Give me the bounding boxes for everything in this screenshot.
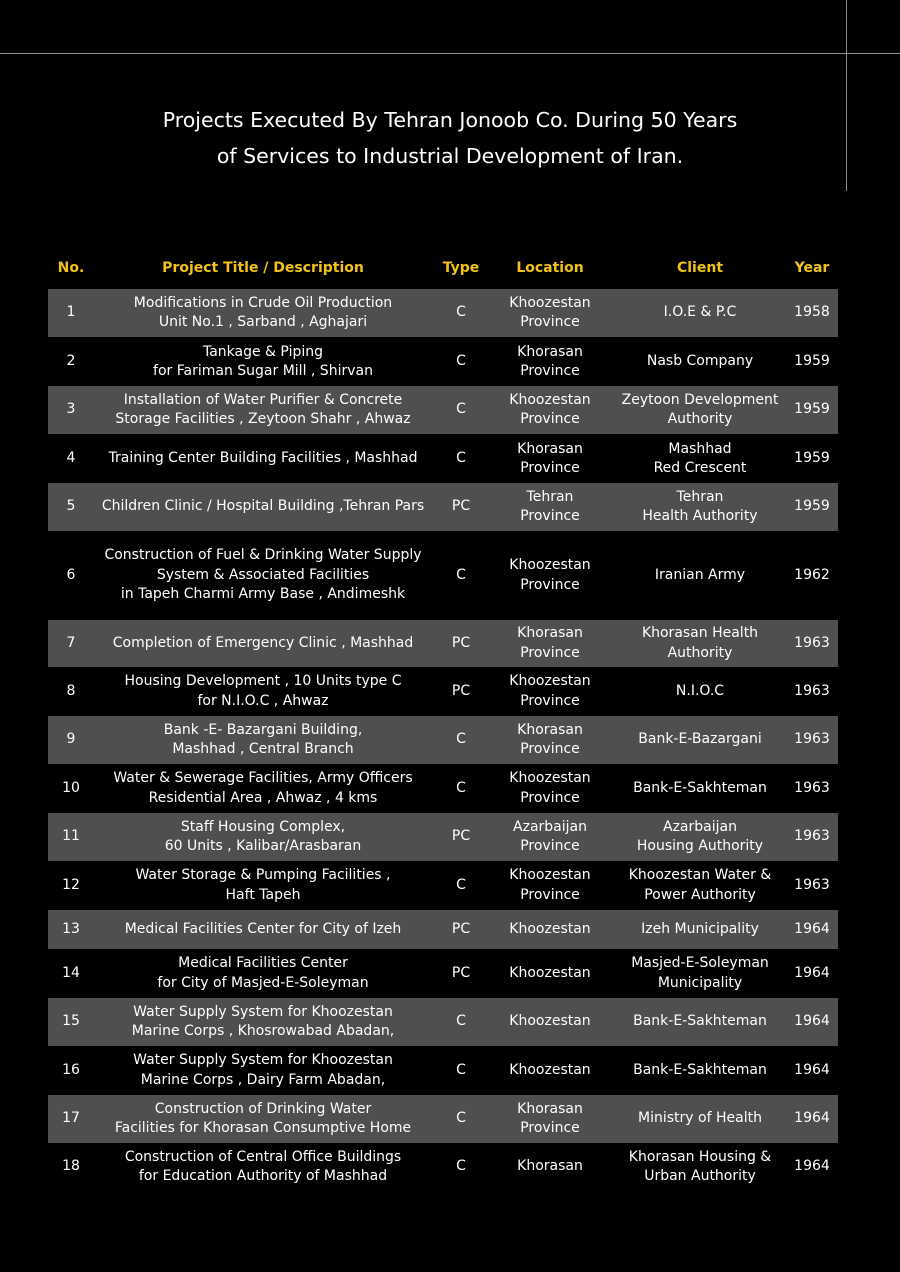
project-year: 1964 xyxy=(794,1110,830,1127)
header-year: Year xyxy=(794,260,830,276)
project-client: Masjed-E-Soleyman Municipality xyxy=(631,955,769,991)
project-title: Water Supply System for Khoozestan Marine Corps , Khosrowabad Abadan, xyxy=(131,1003,395,1039)
project-year: 1963 xyxy=(794,682,830,699)
row-number: 18 xyxy=(62,1158,80,1175)
project-location: Khoozestan Province xyxy=(509,673,591,709)
project-year: 1964 xyxy=(794,1158,830,1175)
header-no: No. xyxy=(57,260,85,276)
row-number: 14 xyxy=(62,964,80,981)
project-location: Khoozestan Province xyxy=(509,557,591,593)
table-row xyxy=(48,386,838,434)
project-client: Tehran Health Authority xyxy=(642,488,758,524)
table-header xyxy=(48,252,838,284)
project-type: PC xyxy=(451,828,471,845)
project-client: N.I.O.C xyxy=(675,682,725,699)
project-year: 1963 xyxy=(794,828,830,845)
table-row xyxy=(48,998,838,1046)
page-title-line-2: of Services to Industrial Development of Iran. xyxy=(216,144,684,168)
project-year: 1962 xyxy=(794,566,830,583)
page-title-line-1: Projects Executed By Tehran Jonoob Co. During 50 Years xyxy=(162,108,738,132)
project-year: 1964 xyxy=(794,964,830,981)
row-number: 11 xyxy=(62,828,80,845)
header-client: Client xyxy=(676,260,724,276)
project-client: Khorasan Housing & Urban Authority xyxy=(628,1148,772,1184)
project-client: Khoozestan Water & Power Authority xyxy=(628,867,772,903)
table-row xyxy=(48,289,838,337)
table-row xyxy=(48,483,838,531)
project-client: Ministry of Health xyxy=(638,1110,762,1127)
project-location: Khoozestan xyxy=(509,920,591,937)
table-row xyxy=(48,1143,838,1191)
project-year: 1963 xyxy=(794,876,830,893)
project-title: Completion of Emergency Clinic , Mashhad xyxy=(112,634,414,651)
project-location: Khorasan xyxy=(517,1158,583,1175)
project-type: C xyxy=(456,779,466,796)
project-year: 1963 xyxy=(794,634,830,651)
project-location: Khorasan Province xyxy=(517,721,583,757)
project-year: 1964 xyxy=(794,1061,830,1078)
table-row xyxy=(48,668,838,715)
project-location: Khorasan Province xyxy=(517,343,583,379)
project-year: 1958 xyxy=(794,304,830,321)
project-type: C xyxy=(456,1061,466,1078)
project-year: 1959 xyxy=(794,353,830,370)
project-type: C xyxy=(456,566,466,583)
project-title: Housing Development , 10 Units type C for N.I.O.C , Ahwaz xyxy=(124,673,402,709)
project-client: Bank-E-Sakhteman xyxy=(633,1013,767,1030)
project-title: Construction of Fuel & Drinking Water Supply System & Associated Facilities in Tapeh Charmi Army Base , Andimeshk xyxy=(104,547,422,603)
project-type: C xyxy=(456,401,466,418)
crop-mark-horizontal xyxy=(0,53,900,54)
header-type: Type xyxy=(442,260,480,276)
table-row xyxy=(48,532,838,619)
row-number: 13 xyxy=(62,920,80,937)
row-number: 16 xyxy=(62,1061,80,1078)
table-row xyxy=(48,813,838,861)
project-location: Khorasan Province xyxy=(517,625,583,661)
project-title: Construction of Drinking Water Facilities for Khorasan Consumptive Home xyxy=(114,1100,412,1136)
project-location: Khorasan Province xyxy=(517,1100,583,1136)
project-type: PC xyxy=(451,682,471,699)
table-row xyxy=(48,620,838,667)
project-client: Iranian Army xyxy=(654,566,746,583)
project-location: Khoozestan xyxy=(509,1061,591,1078)
project-type: C xyxy=(456,876,466,893)
project-type: C xyxy=(456,1158,466,1175)
project-type: C xyxy=(456,450,466,467)
project-type: C xyxy=(456,304,466,321)
project-type: C xyxy=(456,1013,466,1030)
table-row xyxy=(48,1047,838,1094)
project-type: PC xyxy=(451,920,471,937)
row-number: 4 xyxy=(66,450,76,467)
project-title: Medical Facilities Center for City of Izeh xyxy=(124,920,402,937)
project-client: Bank-E-Sakhteman xyxy=(633,1061,767,1078)
project-location: Khoozestan Province xyxy=(509,867,591,903)
table-row xyxy=(48,1095,838,1143)
project-title: Water Supply System for Khoozestan Marine Corps , Dairy Farm Abadan, xyxy=(133,1052,393,1088)
project-client: Mashhad Red Crescent xyxy=(653,440,747,476)
project-title: Bank -E- Bazargani Building, Mashhad , Central Branch xyxy=(163,721,363,757)
project-client: Izeh Municipality xyxy=(641,920,759,937)
project-year: 1963 xyxy=(794,779,830,796)
row-number: 6 xyxy=(66,566,76,583)
row-number: 2 xyxy=(66,353,76,370)
project-client: Nasb Company xyxy=(646,353,754,370)
project-type: PC xyxy=(451,964,471,981)
row-number: 17 xyxy=(62,1110,80,1127)
project-title: Construction of Central Office Buildings for Education Authority of Mashhad xyxy=(124,1148,402,1184)
project-client: I.O.E & P.C xyxy=(663,304,737,321)
project-year: 1964 xyxy=(794,1013,830,1030)
project-year: 1959 xyxy=(794,401,830,418)
project-type: C xyxy=(456,731,466,748)
project-location: Tehran Province xyxy=(520,488,580,524)
table-row xyxy=(48,950,838,997)
project-title: Children Clinic / Hospital Building ,Tehran Pars xyxy=(101,498,425,515)
project-title: Tankage & Piping for Fariman Sugar Mill , Shirvan xyxy=(153,343,373,379)
row-number: 1 xyxy=(66,304,76,321)
project-title: Medical Facilities Center for City of Masjed-E-Soleyman xyxy=(157,955,369,991)
table-row xyxy=(48,765,838,812)
project-year: 1964 xyxy=(794,920,830,937)
project-title: Water Storage & Pumping Facilities , Haft Tapeh xyxy=(135,867,391,903)
header-location: Location xyxy=(516,260,584,276)
header-project-title: Project Title / Description xyxy=(162,260,364,276)
table-row xyxy=(48,862,838,909)
project-client: Azarbaijan Housing Authority xyxy=(636,818,764,854)
project-client: Bank-E-Sakhteman xyxy=(633,779,767,796)
project-type: PC xyxy=(451,498,471,515)
project-year: 1959 xyxy=(794,498,830,515)
row-number: 8 xyxy=(66,682,76,699)
project-year: 1959 xyxy=(794,450,830,467)
project-client: Bank-E-Bazargani xyxy=(638,731,762,748)
project-location: Khoozestan xyxy=(509,1013,591,1030)
project-title: Water & Sewerage Facilities, Army Officers Residential Area , Ahwaz , 4 kms xyxy=(113,770,413,806)
row-number: 12 xyxy=(62,876,80,893)
row-number: 9 xyxy=(66,731,76,748)
project-type: C xyxy=(456,1110,466,1127)
page-title xyxy=(0,102,900,174)
row-number: 3 xyxy=(66,401,76,418)
project-location: Azarbaijan Province xyxy=(513,818,587,854)
project-title: Training Center Building Facilities , Mashhad xyxy=(108,450,418,467)
project-type: C xyxy=(456,353,466,370)
table-row xyxy=(48,338,838,386)
project-year: 1963 xyxy=(794,731,830,748)
project-title: Installation of Water Purifier & Concrete Storage Facilities , Zeytoon Shahr , Ahwaz xyxy=(115,391,411,427)
project-location: Khoozestan xyxy=(509,964,591,981)
row-number: 15 xyxy=(62,1013,80,1030)
project-location: Khoozestan Province xyxy=(509,294,591,330)
project-title: Staff Housing Complex, 60 Units , Kalibar/Arasbaran xyxy=(164,818,362,854)
project-title: Modifications in Crude Oil Production Unit No.1 , Sarband , Aghajari xyxy=(133,294,393,330)
table-row xyxy=(48,435,838,483)
project-location: Khoozestan Province xyxy=(509,770,591,806)
project-type: PC xyxy=(451,634,471,651)
project-client: Khorasan Health Authority xyxy=(641,625,759,661)
table-row xyxy=(48,910,838,949)
project-location: Khorasan Province xyxy=(517,440,583,476)
row-number: 10 xyxy=(62,779,80,796)
row-number: 7 xyxy=(66,634,76,651)
table-row xyxy=(48,716,838,764)
project-location: Khoozestan Province xyxy=(509,391,591,427)
project-client: Zeytoon Development Authority xyxy=(621,391,779,427)
row-number: 5 xyxy=(66,498,76,515)
